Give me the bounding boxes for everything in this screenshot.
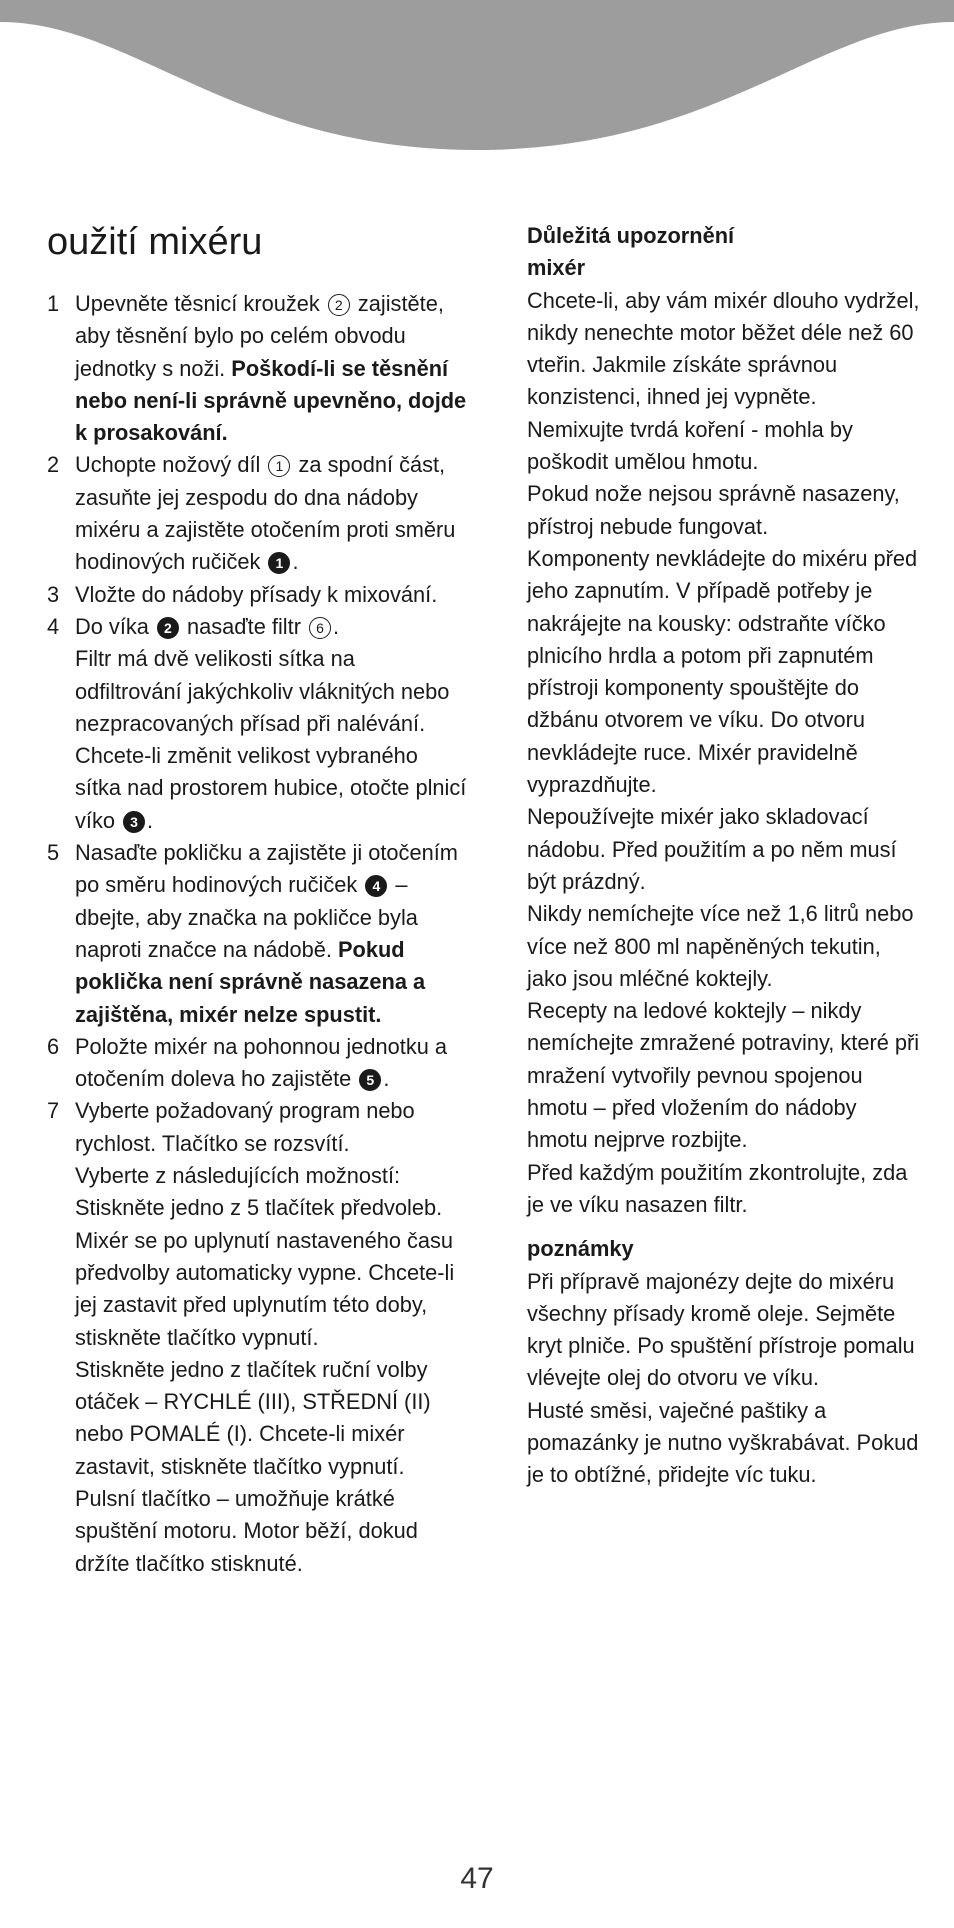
- step-number: 7: [47, 1098, 60, 1124]
- step-text-segment: Uchopte nožový díl: [75, 452, 267, 478]
- filled-circled-number-icon: 5: [359, 1069, 381, 1091]
- circled-number-icon: 6: [309, 617, 331, 639]
- step-text-segment: Chcete-li změnit velikost vybraného sítka nad prostorem hubice, otočte plnicí víko: [75, 743, 467, 833]
- step-text: [75, 1095, 467, 1579]
- step-text-segment: .: [147, 807, 154, 833]
- step-number: 5: [47, 840, 60, 866]
- step-text-segment: – dbejte, aby značka na pokličce byla naproti značce na nádobě.: [75, 872, 418, 962]
- step-text-segment: za spodní část, zasuňte jej zespodu do dna nádoby mixéru a zajistěte otočením proti směru hodinových ručiček: [75, 452, 456, 575]
- step-number: 4: [47, 613, 60, 639]
- warning-paragraph: Chcete-li, aby vám mixér dlouho vydržel, nikdy nenechte motor běžet déle než 60 vteřin. Jakmile získáte správnou konzistenci, ihned jej vypněte.: [527, 287, 920, 410]
- instruction-steps: [47, 288, 467, 1580]
- filled-circled-number-icon: 1: [268, 552, 290, 574]
- right-column: [527, 220, 922, 1492]
- step-number: 1: [47, 291, 60, 316]
- step-text: [75, 611, 467, 837]
- step-text: [75, 837, 467, 1031]
- step-text-segment: Pulsní tlačítko – umožňuje krátké spuštění motoru. Motor běží, dokud držíte tlačítko stisknuté.: [75, 1485, 418, 1576]
- step-text: [75, 449, 467, 578]
- step-warning-bold: Pokud poklička není správně nasazena a zajištěna, mixér nelze spustit.: [75, 936, 426, 1027]
- step-text-segment: Stiskněte jedno z tlačítek ruční volby otáček – RYCHLÉ (III), STŘEDNÍ (II) nebo POMALÉ (I). Chcete-li mixér zastavit, stiskněte tlačítko vypnutí.: [75, 1356, 431, 1479]
- step-text-segment: Upevněte těsnicí kroužek: [75, 291, 326, 316]
- step-text-segment: .: [333, 613, 340, 639]
- step-item: [47, 1031, 467, 1096]
- step-text-segment: Vyberte požadovaný program nebo rychlost. Tlačítko se rozsvítí.: [75, 1098, 415, 1156]
- section-gap: [527, 1221, 922, 1233]
- step-text-segment: Vložte do nádoby přísady k mixování.: [75, 581, 438, 607]
- step-text-segment: Stiskněte jedno z 5 tlačítek předvoleb. Mixér se po uplynutí nastaveného času předvolby automaticky vypne. Chcete-li jej zastavit před uplynutím této doby, stiskněte tlačítko vypnutí.: [75, 1195, 455, 1350]
- step-text: [75, 288, 467, 449]
- step-item: [47, 611, 467, 837]
- circled-number-icon: 1: [268, 455, 290, 477]
- step-text-segment: Do víka: [75, 613, 155, 639]
- step-text: [75, 579, 467, 611]
- warning-paragraph: Pokud nože nejsou správně nasazeny, přístroj nebude fungovat.: [527, 481, 900, 539]
- warning-paragraph: Recepty na ledové koktejly – nikdy nemíchejte zmražené potraviny, které při mražení vytvořily pevnou spojenou hmotu – před vložením do nádoby hmotu nejprve rozbijte.: [527, 998, 920, 1153]
- warnings-list: [527, 285, 922, 1222]
- step-item: [47, 837, 467, 1031]
- notes-heading: poznámky: [527, 1236, 634, 1262]
- warning-paragraph: Komponenty nevkládejte do mixéru před jeho zapnutím. V případě potřeby je nakrájejte na kousky: odstraňte víčko plnicího hrdla a potom při zapnutém přístroji komponenty spouštějte do džbánu otvorem ve víku. Do otvoru nevkládejte ruce. Mixér pravidelně vyprazdňujte.: [527, 545, 918, 798]
- step-text-segment: Nasaďte pokličku a zajistěte ji otočením po směru hodinových ručiček: [75, 840, 458, 898]
- step-text-segment: Filtr má dvě velikosti sítka na odfiltrování jakýchkoliv vláknitých nebo nezpracovaných přísad při nalévání.: [75, 646, 450, 736]
- step-text-segment: .: [292, 549, 299, 575]
- step-item: [47, 288, 467, 449]
- filled-circled-number-icon: 4: [365, 875, 387, 897]
- note-paragraph: Při přípravě majonézy dejte do mixéru všechny přísady kromě oleje. Sejměte kryt plniče. Po spuštění přístroje pomalu vlévejte olej do otvoru ve víku.: [527, 1268, 915, 1391]
- warning-paragraph: Nikdy nemíchejte více než 1,6 litrů nebo více než 800 ml napěněných tekutin, jako jsou mléčné koktejly.: [527, 901, 914, 991]
- step-number: 3: [47, 581, 60, 607]
- header-wave-band: [0, 0, 954, 160]
- warning-paragraph: Nemixujte tvrdá koření - mohla by poškodit umělou hmotu.: [527, 416, 853, 475]
- step-item: [47, 1095, 467, 1579]
- step-item: [47, 449, 467, 578]
- circled-number-icon: 2: [328, 294, 350, 316]
- warnings-subheading: mixér: [527, 255, 586, 281]
- step-item: [47, 579, 467, 611]
- step-text-segment: zajistěte, aby těsnění bylo po celém obvodu jednotky s noži.: [75, 291, 444, 381]
- left-column: [47, 218, 467, 1580]
- step-text-segment: nasaďte filtr: [180, 613, 308, 639]
- step-text-segment: Položte mixér na pohonnou jednotku a otočením doleva ho zajistěte: [75, 1033, 448, 1092]
- warning-paragraph: Před každým použitím zkontrolujte, zda je ve víku nasazen filtr.: [527, 1159, 908, 1217]
- step-text: [75, 1031, 467, 1096]
- warning-paragraph: Nepoužívejte mixér jako skladovací nádobu. Před použitím a po něm musí být prázdný.: [527, 804, 897, 894]
- note-paragraph: Husté směsi, vaječné paštiky a pomazánky je nutno vyškrabávat. Pokud je to obtížné, přidejte víc tuku.: [527, 1397, 919, 1488]
- notes-list: [527, 1266, 922, 1492]
- step-text-segment: Vyberte z následujících možností:: [75, 1163, 401, 1189]
- step-warning-bold: Poškodí-li se těsnění nebo není-li správně upevněno, dojde k prosakování.: [75, 355, 467, 446]
- page-title: oužití mixéru: [47, 221, 263, 263]
- filled-circled-number-icon: 3: [123, 811, 145, 833]
- step-text-segment: .: [383, 1066, 390, 1092]
- step-number: 2: [47, 452, 60, 478]
- page-number: 47: [460, 1862, 494, 1895]
- filled-circled-number-icon: 2: [157, 617, 179, 639]
- step-number: 6: [47, 1033, 60, 1059]
- warnings-heading: Důležitá upozornění: [527, 223, 735, 248]
